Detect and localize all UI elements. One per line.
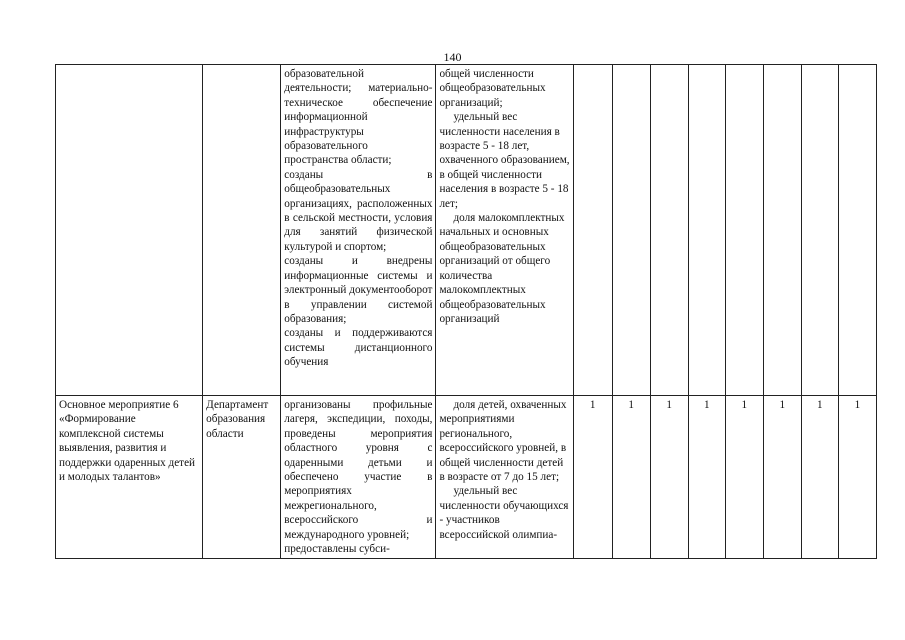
measure-cell <box>56 65 203 396</box>
table-row <box>56 65 877 396</box>
results-cell <box>281 65 436 396</box>
value-cell: 1 <box>763 396 801 559</box>
results-cell <box>281 396 436 559</box>
value-cell <box>838 65 876 396</box>
executor-cell <box>203 65 281 396</box>
indicator-text: общей численности общеобразовательных организаций; <box>439 68 546 109</box>
value-cell: 1 <box>688 396 725 559</box>
value-cell <box>612 65 650 396</box>
value-cell <box>688 65 725 396</box>
value-cell: 1 <box>650 396 688 559</box>
result-text: образовательной деятельности; материально-техническое обеспечение информационной инфраструктуры образовательного пространства области; <box>284 68 433 167</box>
indicator-text: доля детей, охваченных мероприятиями регионального, всероссийского уровней, в общей численности детей в возрасте от 7 до 15 лет; <box>439 399 567 484</box>
value-cell: 1 <box>573 396 612 559</box>
measure-cell: Основное мероприятие 6 «Формирование комплексной системы выявления, развития и поддержки одаренных детей и молодых талантов» <box>56 396 203 559</box>
result-text: созданы в общеобразовательных организациях, расположенных в сельской местности, условия для занятий физической культурой и спортом; <box>284 168 433 253</box>
indicators-cell <box>436 396 573 559</box>
value-cell: 1 <box>612 396 650 559</box>
value-cell <box>801 65 838 396</box>
value-cell <box>573 65 612 396</box>
indicators-cell <box>436 65 573 396</box>
value-cell <box>763 65 801 396</box>
value-cell <box>650 65 688 396</box>
table-row <box>56 396 877 559</box>
result-text: созданы и поддерживаются системы дистанционного обучения <box>284 327 433 369</box>
value-cell <box>725 65 763 396</box>
value-cell: 1 <box>725 396 763 559</box>
result-text: организованы профильные лагеря, экспедиции, походы, проведены мероприятия областного уровня с одаренными детьми и обеспечено участие в мероприятиях межрегионального, всероссийского и международного уровней; <box>284 399 433 541</box>
value-cell: 1 <box>838 396 876 559</box>
value-cell: 1 <box>801 396 838 559</box>
indicator-text: удельный вес численности обучающихся - участников всероссийской олимпиа- <box>439 485 569 541</box>
indicator-text: удельный вес численности населения в возрасте 5 - 18 лет, охваченного образованием, в общей численности населения в возрасте 5 - 18 лет; <box>439 111 570 210</box>
indicator-text: доля малокомплектных начальных и основных общеобразовательных организаций от общего количества малокомплектных общеобразовательных организаций <box>439 212 565 325</box>
program-table <box>55 64 877 559</box>
result-text: созданы и внедрены информационные системы и электронный документооборот в управлении системой образования; <box>284 255 433 325</box>
page-number: 140 <box>443 50 462 64</box>
executor-cell: Департамент образования области <box>203 396 281 559</box>
result-text: предоставлены субси- <box>284 543 390 556</box>
